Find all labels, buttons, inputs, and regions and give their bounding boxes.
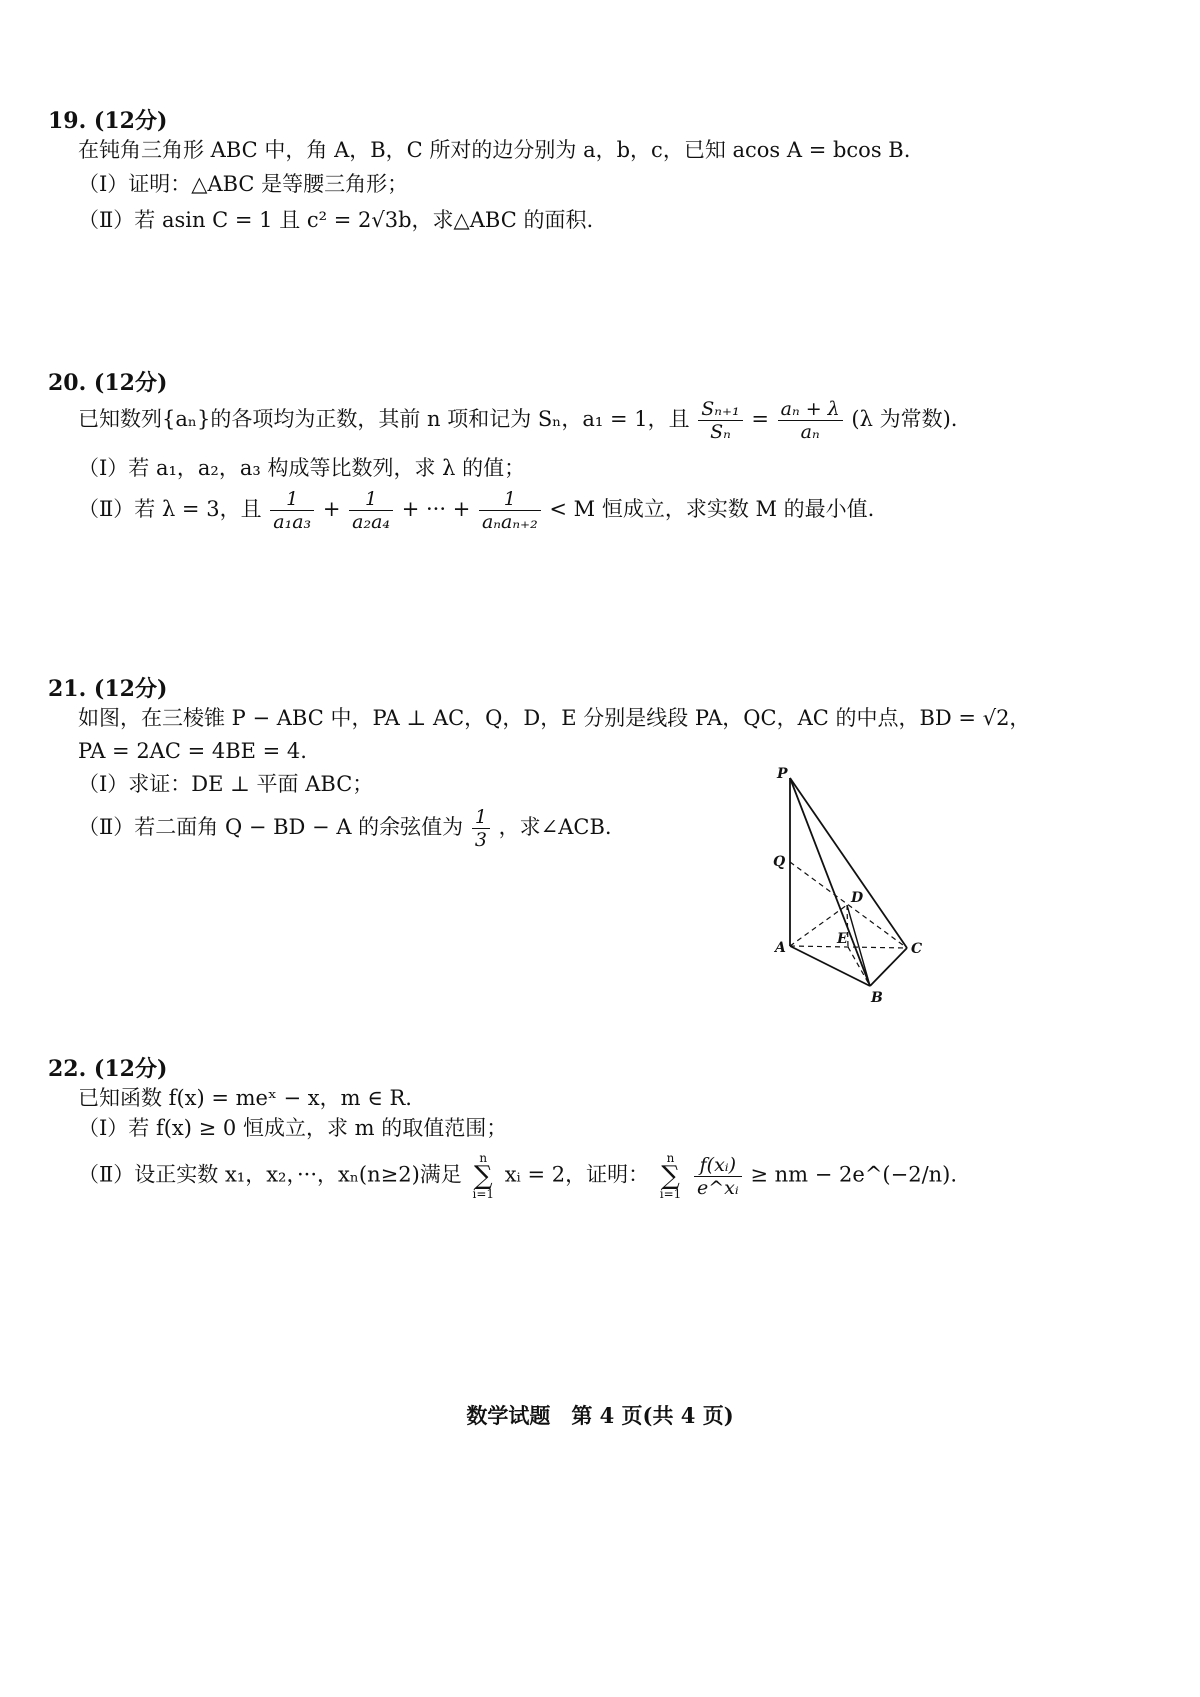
q20-fraction-s [698,398,742,443]
q22-sum2-top: n [666,1151,675,1165]
q19-part1: （Ⅰ）证明：△ABC 是等腰三角形； [78,172,409,196]
q22-part2-post: ≥ nm − 2e^(−2/n). [750,1162,958,1187]
q21-part1: （Ⅰ）求证：DE ⊥ 平面 ABC； [78,772,374,796]
q21-frac-den: 3 [474,829,487,851]
q20-p2-frac2 [349,488,393,533]
q20-p2-frac3 [479,488,541,533]
q19-heading: 19. (12分) [48,108,168,134]
page-footer: 数学试题 第 4 页(共 4 页) [466,1403,734,1428]
label-b: B [871,990,883,1006]
q19-part2: （Ⅱ）若 asin C = 1 且 c² = 2√3b，求△ABC 的面积. [78,208,594,232]
q20-p2-frac1 [270,488,314,533]
q20-frac2-num: aₙ + λ [778,398,843,421]
q22-fraction [694,1154,742,1199]
q20-stem [78,398,957,443]
segment-qc [790,862,907,948]
q20-frac2-den: aₙ [800,421,820,443]
q20-p2-frac1-num: 1 [270,488,314,511]
q22-sum1 [472,1152,494,1200]
edge-ab [790,946,870,986]
q21-stem1: 如图，在三棱锥 P − ABC 中，PA ⊥ AC，Q，D，E 分别是线段 PA，QC，AC 的中点，BD = √2， [78,706,1031,730]
q22-sum2 [660,1152,682,1200]
q20-frac1-num: Sₙ₊₁ [698,398,742,421]
q20-p2-plus: + [322,497,341,521]
label-e: E [837,931,848,947]
edge-pc [790,778,907,948]
q21-part2-post: ，求∠ACB. [498,815,612,839]
q20-p2-frac1-den: a₁a₃ [273,511,312,533]
label-a: A [775,940,786,956]
q20-p2-frac3-num: 1 [479,488,541,511]
q20-part1: （Ⅰ）若 a₁，a₂，a₃ 构成等比数列，求 λ 的值； [78,456,526,480]
q21-frac-num: 1 [472,806,490,829]
q20-stem-post: (λ 为常数). [851,407,958,431]
q20-equals: = [751,407,769,431]
q21-stem2: PA = 2AC = 4BE = 4. [78,739,307,763]
q20-heading: 20. (12分) [48,370,168,396]
q20-p2-frac3-den: aₙaₙ₊₂ [481,511,538,533]
q22-sum2-bottom: i=1 [659,1187,682,1201]
q22-heading: 22. (12分) [48,1056,168,1082]
q22-part2-pre: （Ⅱ）设正实数 x₁，x₂，···，xₙ(n≥2)满足 [78,1162,462,1187]
q20-p2-ellipsis: + ··· + [401,497,471,521]
q22-frac-den: e^xᵢ [696,1176,739,1199]
sigma-icon: ∑ [473,1161,493,1191]
q20-part2-pre: （Ⅱ）若 λ = 3，且 [78,497,262,521]
q22-frac-num: f(xᵢ) [694,1154,742,1177]
q21-fraction [472,806,490,851]
edge-pb [790,778,870,986]
label-p: P [777,766,788,782]
sigma-icon: ∑ [661,1161,680,1191]
q22-part2 [78,1152,957,1200]
q22-sum1-bottom: i=1 [472,1187,495,1201]
label-q: Q [773,854,786,870]
edge-bc [870,948,907,986]
q22-sum1-top: n [479,1151,488,1165]
q20-p2-frac2-num: 1 [349,488,393,511]
q22-part1: （Ⅰ）若 f(x) ≥ 0 恒成立，求 m 的取值范围； [78,1116,508,1140]
q22-sum1-body: xᵢ = 2，证明： [504,1162,650,1187]
q20-fraction-a [778,398,843,443]
q21-heading: 21. (12分) [48,676,168,702]
q20-stem-pre: 已知数列{aₙ}的各项均为正数，其前 n 项和记为 Sₙ，a₁ = 1，且 [78,407,690,431]
q20-frac1-den: Sₙ [710,421,731,443]
q20-part2-post: < M 恒成立，求实数 M 的最小值. [549,497,875,521]
q21-part2-pre: （Ⅱ）若二面角 Q − BD − A 的余弦值为 [78,815,464,839]
tetrahedron-figure [765,760,945,1010]
segment-bd [847,905,870,986]
label-d: D [851,890,864,906]
q19-stem: 在钝角三角形 ABC 中，角 A，B，C 所对的边分别为 a，b，c，已知 acos A = bcos B. [78,138,911,162]
label-c: C [911,941,923,957]
q20-p2-frac2-den: a₂a₄ [352,511,391,533]
q20-part2 [78,488,874,533]
q22-stem: 已知函数 f(x) = meˣ − x，m ∈ R. [78,1086,412,1110]
q21-part2 [78,806,612,851]
